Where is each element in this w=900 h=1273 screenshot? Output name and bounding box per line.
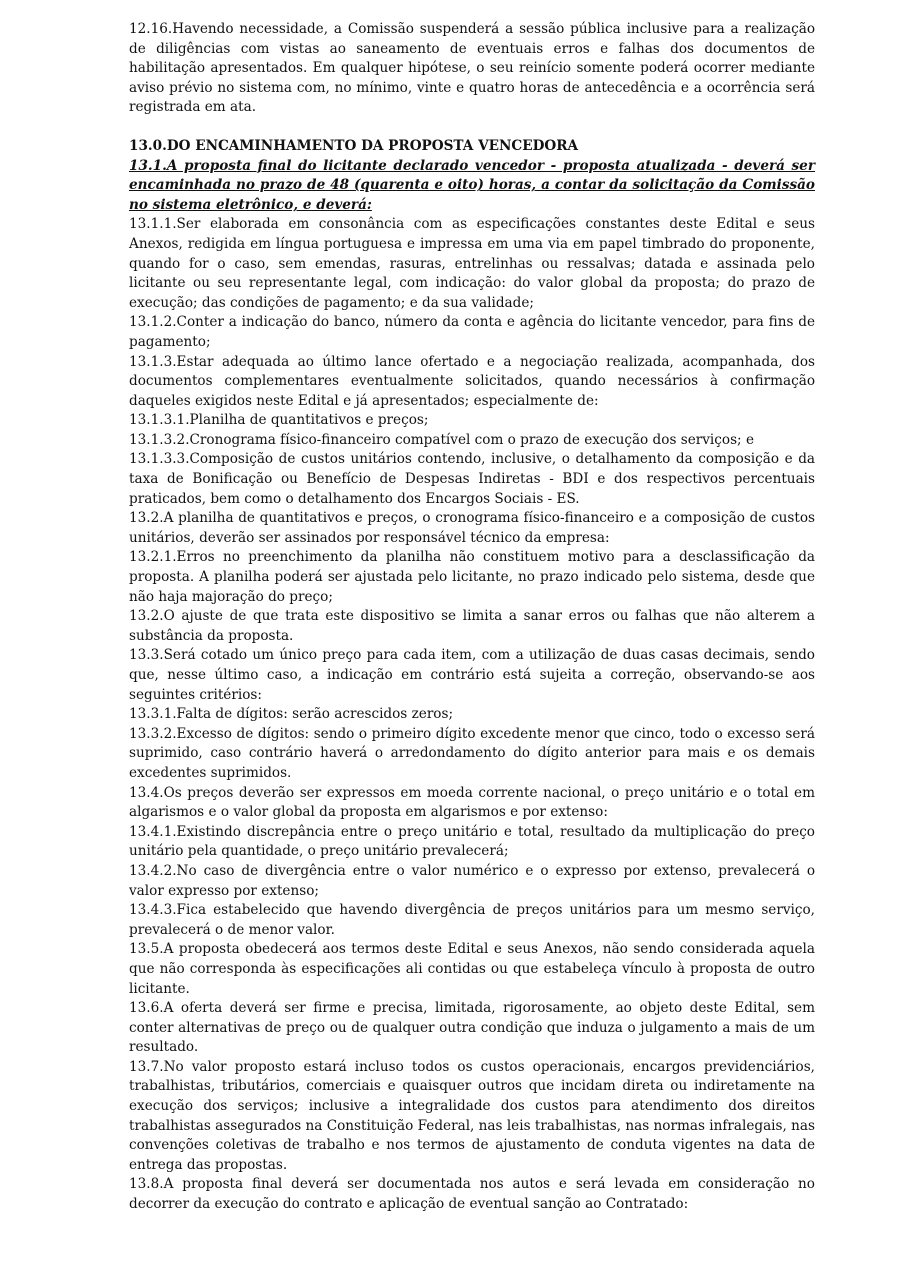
section-heading: 13.0.DO ENCAMINHAMENTO DA PROPOSTA VENCEDORA xyxy=(129,137,579,154)
paragraph-13-3-1: 13.3.1.Falta de dígitos: serão acrescidos zeros; xyxy=(129,706,454,723)
paragraph-13-3: 13.3.Será cotado um único preço para cada item, com a utilização de duas casas decimais, sendo que, nesse último caso, a indicação em contrário está sujeita a correção, observando-se aos seguintes critérios: xyxy=(129,647,815,703)
paragraph-13-5: 13.5.A proposta obedecerá aos termos deste Edital e seus Anexos, não sendo considerada aquela que não corresponda às especificações ali contidas ou que estabeleça vínculo à proposta de outro licitante. xyxy=(129,941,815,997)
paragraph-13-3-2: 13.3.2.Excesso de dígitos: sendo o primeiro dígito excedente menor que cinco, todo o excesso será suprimido, caso contrário haverá o arredondamento do dígito anterior para mais e os demais excedentes suprimidos. xyxy=(129,725,815,781)
paragraph-13-1-3-1: 13.1.3.1.Planilha de quantitativos e preços; xyxy=(129,412,429,429)
paragraph-13-8: 13.8.A proposta final deverá ser documentada nos autos e será levada em consideração no decorrer da execução do contrato e aplicação de eventual sanção ao Contratado: xyxy=(129,1176,815,1213)
paragraph-13-6: 13.6.A oferta deverá ser firme e precisa, limitada, rigorosamente, ao objeto deste Edital, sem conter alternativas de preço ou de qualquer outra condição que induza o julgamento a mais de um resultado. xyxy=(129,1000,815,1056)
paragraph-13-4-2: 13.4.2.No caso de divergência entre o valor numérico e o expresso por extenso, prevalecerá o valor expresso por extenso; xyxy=(129,862,815,899)
paragraph-13-1-2: 13.1.2.Conter a indicação do banco, número da conta e agência do licitante vencedor, para fins de pagamento; xyxy=(129,314,815,350)
paragraph-13-2: 13.2.A planilha de quantitativos e preços, o cronograma físico-financeiro e a composição de custos unitários, deverão ser assinados por responsável técnico da empresa: xyxy=(129,510,815,546)
paragraph-13-1-3: 13.1.3.Estar adequada ao último lance ofertado e a negociação realizada, acompanhada, dos documentos complementares eventualmente solicitados, quando necessários à confirmação daqueles exigidos neste Edital e já apresentados; especialmente de: xyxy=(129,353,815,409)
document-page xyxy=(129,20,815,1215)
paragraph-13-1-1: 13.1.1.Ser elaborada em consonância com as especificações constantes deste Edital e seus Anexos, redigida em língua portuguesa e impressa em uma via em papel timbrado do proponente, quando for o caso, sem emendas, rasuras, entrelinhas ou ressalvas; datada e assinada pelo licitante ou seu representante legal, com indicação: do valor global da proposta; do prazo de execução; das condições de pagamento; e da sua validade; xyxy=(129,216,815,311)
paragraph-13-7: 13.7.No valor proposto estará incluso todos os custos operacionais, encargos previdenciários, trabalhistas, tributários, comerciais e quaisquer outros que incidam direta ou indiretamente na execução dos serviços; inclusive a integralidade dos custos para atendimento dos direitos trabalhistas assegurados na Constituição Federal, nas leis trabalhistas, nas normas infralegais, nas convenções coletivas de trabalho e nos termos de ajustamento de conduta vigentes na data de entrega das propostas. xyxy=(129,1058,815,1173)
paragraph-13-4-1: 13.4.1.Existindo discrepância entre o preço unitário e total, resultado da multiplicação do preço unitário pela quantidade, o preço unitário prevalecerá; xyxy=(129,823,815,860)
paragraph-13-2-b: 13.2.O ajuste de que trata este dispositivo se limita a sanar erros ou falhas que não alterem a substância da proposta. xyxy=(129,608,815,644)
paragraph-13-4: 13.4.Os preços deverão ser expressos em moeda corrente nacional, o preço unitário e o total em algarismos e o valor global da proposta em algarismos e por extenso: xyxy=(129,784,815,821)
paragraph-13-4-3: 13.4.3.Fica estabelecido que havendo divergência de preços unitários para um mesmo serviço, prevalecerá o de menor valor. xyxy=(129,902,815,938)
paragraph-13-1-3-3: 13.1.3.3.Composição de custos unitários contendo, inclusive, o detalhamento da composição e da taxa de Bonificação ou Benefício de Despesas Indiretas - BDI e dos respectivos percentuais praticados, bem como o detalhamento dos Encargos Sociais - ES. xyxy=(129,451,815,507)
highlight-paragraph-13-1: 13.1.A proposta final do licitante declarado vencedor - proposta atualizada - deverá ser encaminhada no prazo de 48 (quarenta e oito) horas, a contar da solicitação da Comissão no sistema eletrônico, e deverá: xyxy=(129,157,815,213)
paragraph-gap xyxy=(129,118,815,137)
paragraph-12-16: 12.16.Havendo necessidade, a Comissão suspenderá a sessão pública inclusive para a realização de diligências com vistas ao saneamento de eventuais erros e falhas dos documentos de habilitação apresentados. Em qualquer hipótese, o seu reinício somente poderá ocorrer mediante aviso prévio no sistema com, no mínimo, vinte e quatro horas de antecedência e a ocorrência será registrada em ata. xyxy=(129,21,815,116)
paragraph-13-1-3-2: 13.1.3.2.Cronograma físico-financeiro compatível com o prazo de execução dos serviços; e xyxy=(129,431,755,448)
paragraph-13-2-1: 13.2.1.Erros no preenchimento da planilha não constituem motivo para a desclassificação da proposta. A planilha poderá ser ajustada pelo licitante, no prazo indicado pelo sistema, desde que não haja majoração do preço; xyxy=(129,549,815,605)
